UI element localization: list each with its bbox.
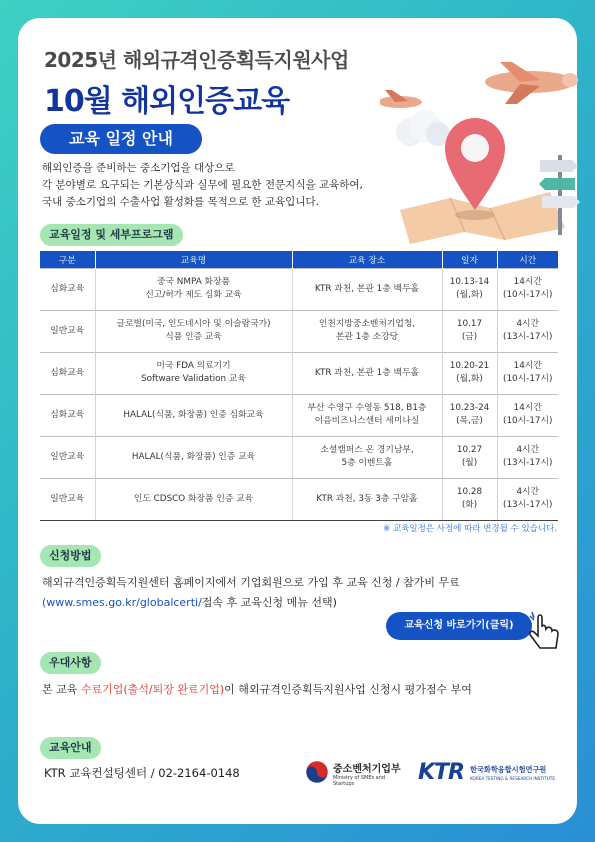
contact-text: KTR 교육컨설팅센터 / 02-2164-0148	[44, 766, 240, 780]
course-place-line: KTR 과천, 본관 1층 백두홀	[314, 367, 420, 378]
apply-text	[42, 573, 460, 613]
apply-shortcut-button[interactable]: 교육신청 바로가기(클릭)	[386, 612, 532, 640]
course-type-cell	[40, 310, 95, 352]
course-time-line: 4시간	[516, 319, 540, 329]
course-name-line: 중국 NMPA 화장품	[156, 277, 230, 287]
schedule-table	[40, 251, 558, 521]
contact-label: 교육안내	[40, 737, 101, 759]
course-time-cell	[497, 268, 558, 310]
course-place-line: 부산 수영구 수영동 518, B1층	[307, 403, 427, 413]
course-date-line: 10.27	[456, 445, 483, 455]
course-name-line: 식품 인증 교육	[165, 332, 222, 342]
course-date-line: 10.13-14	[449, 277, 490, 287]
course-name-line: Software Validation 교육	[141, 374, 246, 384]
course-name-line: 신고/허가 제도 심화 교육	[145, 290, 242, 300]
course-time-cell	[497, 436, 558, 478]
column-header: 교육명	[95, 251, 292, 268]
table-row	[40, 310, 558, 352]
course-name-cell	[95, 268, 292, 310]
table-row	[40, 478, 558, 520]
course-type-line: 심화교육	[50, 283, 85, 294]
course-date-cell	[442, 436, 497, 478]
course-place-cell	[292, 310, 442, 352]
course-type-line: 심화교육	[50, 409, 85, 420]
course-type-cell	[40, 394, 95, 436]
course-place-cell	[292, 352, 442, 394]
course-date-line: (월)	[461, 458, 478, 468]
course-time-cell	[497, 310, 558, 352]
course-date-line: (목,금)	[456, 416, 483, 426]
course-date-cell	[442, 268, 497, 310]
course-time-line: 14시간	[513, 403, 542, 413]
course-time-line: 14시간	[513, 277, 542, 287]
column-header: 시간	[497, 251, 558, 268]
course-place-line: 본관 1층 소강당	[335, 332, 399, 342]
course-type-cell	[40, 352, 95, 394]
apply-line: 해외규격인증획득지원센터 홈페이지에서 기업회원으로 가입 후 교육 신청 / 참가비 무료	[42, 576, 460, 589]
course-time-cell	[497, 478, 558, 520]
course-time-line: (10시-17시)	[503, 374, 553, 384]
preference-highlight: 수료기업(출석/퇴장 완료기업)	[80, 683, 225, 696]
course-name-cell	[95, 478, 292, 520]
hand-cursor-icon	[524, 610, 564, 652]
course-date-line: (화)	[461, 500, 478, 510]
course-name-line: HALAL(식품, 화장품) 인증 교육	[131, 451, 256, 462]
course-place-line: 소셜캠퍼스 온 경기남부,	[320, 445, 414, 455]
travel-illustration	[380, 60, 580, 250]
course-place-line: KTR 과천, 본관 1층 백두홀	[314, 283, 420, 294]
poster-subtitle: 2025년 해외규격인증획득지원사업	[44, 48, 349, 72]
table-row	[40, 436, 558, 478]
course-time-line: (10시-17시)	[503, 416, 553, 426]
intro-text	[42, 160, 363, 211]
course-place-line: 이음비즈니스센터 세미나실	[314, 416, 420, 426]
course-name-line: 인도 CDSCO 화장품 인증 교육	[133, 493, 254, 504]
intro-line: 국내 중소기업의 수출사업 활성화를 목적으로 한 교육입니다.	[42, 196, 319, 208]
course-time-cell	[497, 352, 558, 394]
ktr-mark: KTR	[418, 760, 464, 785]
course-place-line: 5층 이벤트홀	[341, 458, 393, 468]
course-place-line: 인천지방중소벤처기업청,	[318, 319, 416, 329]
course-name-cell	[95, 394, 292, 436]
intro-line: 해외인증을 준비하는 중소기업을 대상으로	[42, 162, 235, 174]
apply-line-2	[42, 593, 460, 613]
preference-suffix: 이 해외규격인증획득지원사업 신청시 평가점수 부여	[224, 683, 472, 696]
course-type-cell	[40, 268, 95, 310]
course-date-line: (월,화)	[456, 290, 483, 300]
course-type-cell	[40, 478, 95, 520]
course-type-line: 심화교육	[50, 367, 85, 378]
government-emblem-icon	[305, 760, 329, 784]
course-type-line: 일반교육	[50, 451, 85, 462]
small-airplane-icon	[380, 90, 422, 108]
ktr-logo	[418, 760, 566, 790]
preference-prefix: 본 교육	[42, 683, 81, 696]
course-name-line: 글로벌(미국, 인도네시아 및 이슬람국가)	[116, 319, 271, 329]
course-place-line: KTR 과천, 3동 3층 구암홀	[316, 493, 418, 504]
course-name-cell	[95, 310, 292, 352]
course-time-line: 4시간	[516, 487, 540, 497]
course-date-line: 10.17	[456, 319, 483, 329]
course-type-cell	[40, 436, 95, 478]
course-date-cell	[442, 478, 497, 520]
course-type-line: 일반교육	[50, 325, 85, 336]
column-header: 구분	[40, 251, 95, 268]
course-time-line: (13시-17시)	[503, 332, 553, 342]
course-time-line: 14시간	[513, 361, 542, 371]
column-header: 교육 장소	[292, 251, 442, 268]
course-date-line: 10.20-21	[449, 361, 490, 371]
cloud-icon	[396, 110, 450, 146]
course-date-line: 10.28	[456, 487, 483, 497]
course-name-line: HALAL(식품, 화장품) 인증 심화교육	[123, 409, 264, 420]
course-time-line: (13시-17시)	[503, 458, 553, 468]
course-name-cell	[95, 352, 292, 394]
preference-label: 우대사항	[40, 652, 101, 674]
apply-line-rest: 접속 후 교육신청 메뉴 선택)	[201, 596, 337, 609]
course-time-line: 4시간	[516, 445, 540, 455]
table-row	[40, 268, 558, 310]
table-row	[40, 352, 558, 394]
course-type-line: 일반교육	[50, 493, 85, 504]
course-name-line: 미국 FDA 의료기기	[156, 361, 231, 371]
course-place-cell	[292, 436, 442, 478]
column-header: 일자	[442, 251, 497, 268]
ktr-name: 한국화학융합시험연구원	[470, 765, 547, 774]
section-title-badge: 교육 일정 안내	[40, 124, 202, 154]
ktr-name-en: KOREA TESTING & RESEARCH INSTITUTE	[470, 776, 555, 781]
course-time-line: (13시-17시)	[503, 500, 553, 510]
table-header-row	[40, 251, 558, 268]
course-name-cell	[95, 436, 292, 478]
course-date-cell	[442, 352, 497, 394]
course-time-cell	[497, 394, 558, 436]
schedule-label: 교육일정 및 세부프로그램	[40, 224, 183, 246]
course-date-cell	[442, 310, 497, 352]
course-date-cell	[442, 394, 497, 436]
course-date-line: (금)	[461, 332, 478, 342]
intro-line: 각 분야별로 요구되는 기본상식과 실무에 필요한 전문지식을 교육하여,	[42, 179, 363, 191]
schedule-note: ※ 교육일정은 사정에 따라 변경될 수 있습니다.	[383, 524, 557, 534]
poster-title: 10월 해외인증교육	[44, 84, 290, 119]
course-place-cell	[292, 394, 442, 436]
website-link[interactable]: (www.smes.go.kr/globalcerti/	[42, 596, 202, 609]
mss-logo	[305, 758, 405, 788]
course-date-line: (월,화)	[456, 374, 483, 384]
course-date-line: 10.23-24	[449, 403, 490, 413]
course-time-line: (10시-17시)	[503, 290, 553, 300]
mss-name-en: Ministry of SMEs and Startups	[333, 775, 386, 787]
table-row	[40, 394, 558, 436]
airplane-icon	[485, 62, 578, 104]
preference-text	[42, 681, 472, 697]
mss-name: 중소벤처기업부	[333, 764, 401, 775]
apply-label: 신청방법	[40, 545, 101, 567]
course-place-cell	[292, 478, 442, 520]
course-place-cell	[292, 268, 442, 310]
